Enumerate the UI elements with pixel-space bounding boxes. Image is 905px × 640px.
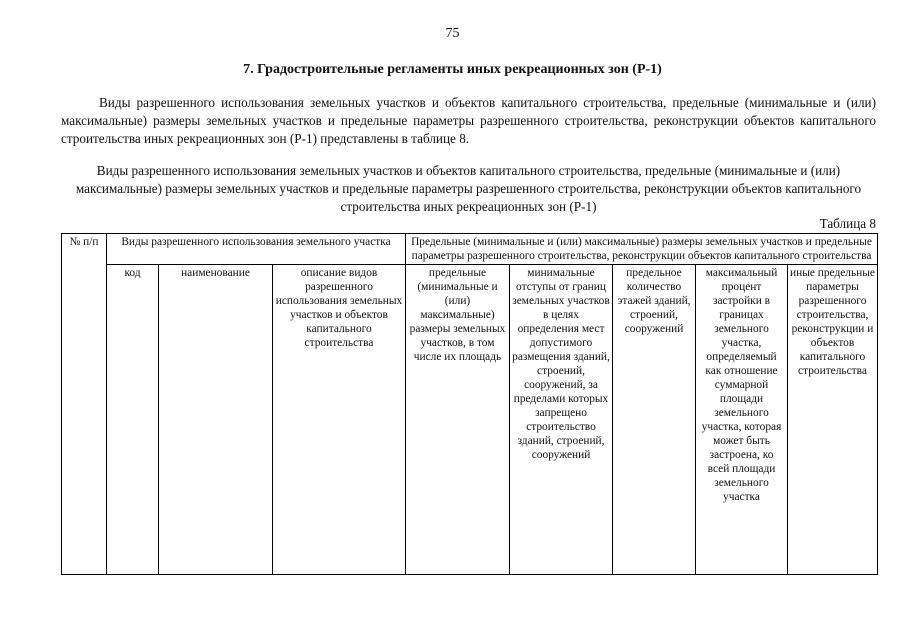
regulations-table: [61, 233, 878, 575]
col-plot-size: предельные (минимальные и (или) максимальные) размеры земельных участков, в том числе их площадь: [406, 265, 510, 575]
col-name: наименование: [159, 265, 273, 575]
table-label: Таблица 8: [819, 216, 876, 231]
col-setbacks: минимальные отступы от границ земельных участков в целях определения мест допустимого размещения зданий, строений, сооружений, за пределами которых запрещено строительство зданий, строений, сооружений: [510, 265, 613, 575]
intro-paragraph: Виды разрешенного использования земельных участков и объектов капитального строительства, предельные (минимальные и (или) максимальные) размеры земельных участков и предельные параметры разрешенного строительства, реконструкции объектов капитального строительства иных рекреационных зон (Р-1) представлены в таблице 8.: [61, 95, 876, 146]
col-description: описание видов разрешенного использования земельных участков и объектов капитального строительства: [273, 265, 406, 575]
col-other-params: иные предельные параметры разрешенного строительства, реконструкции и объектов капитального строительства: [788, 265, 878, 575]
col-coverage: максимальный процент застройки в границах земельного участка, определяемый как отношение суммарной площади земельного участка, которая может быть застроена, ко всей площади земельного участка: [696, 265, 788, 575]
table-caption: Виды разрешенного использования земельных участков и объектов капитального строительства, предельные (минимальные и (или) максимальные) размеры земельных участков и предельные параметры разрешенного строительства, реконструкции объектов капитального строительства иных рекреационных зон (Р-1): [75, 163, 862, 214]
page-number: 75: [445, 26, 460, 41]
section-heading: 7. Градостроительные регламенты иных рекреационных зон (Р-1): [243, 62, 662, 77]
col-floors: предельное количество этажей зданий, строений, сооружений: [613, 265, 696, 575]
header-limit-params: Предельные (минимальные и (или) максимальные) размеры земельных участков и предельные параметры разрешенного строительства, реконструкции объектов капитального строительства: [406, 234, 878, 265]
col-code: код: [107, 265, 159, 575]
header-number: № п/п: [62, 234, 107, 575]
table-subheader-row: [62, 265, 878, 575]
table-header-row: [62, 234, 878, 265]
header-permitted-use: Виды разрешенного использования земельного участка: [107, 234, 406, 265]
